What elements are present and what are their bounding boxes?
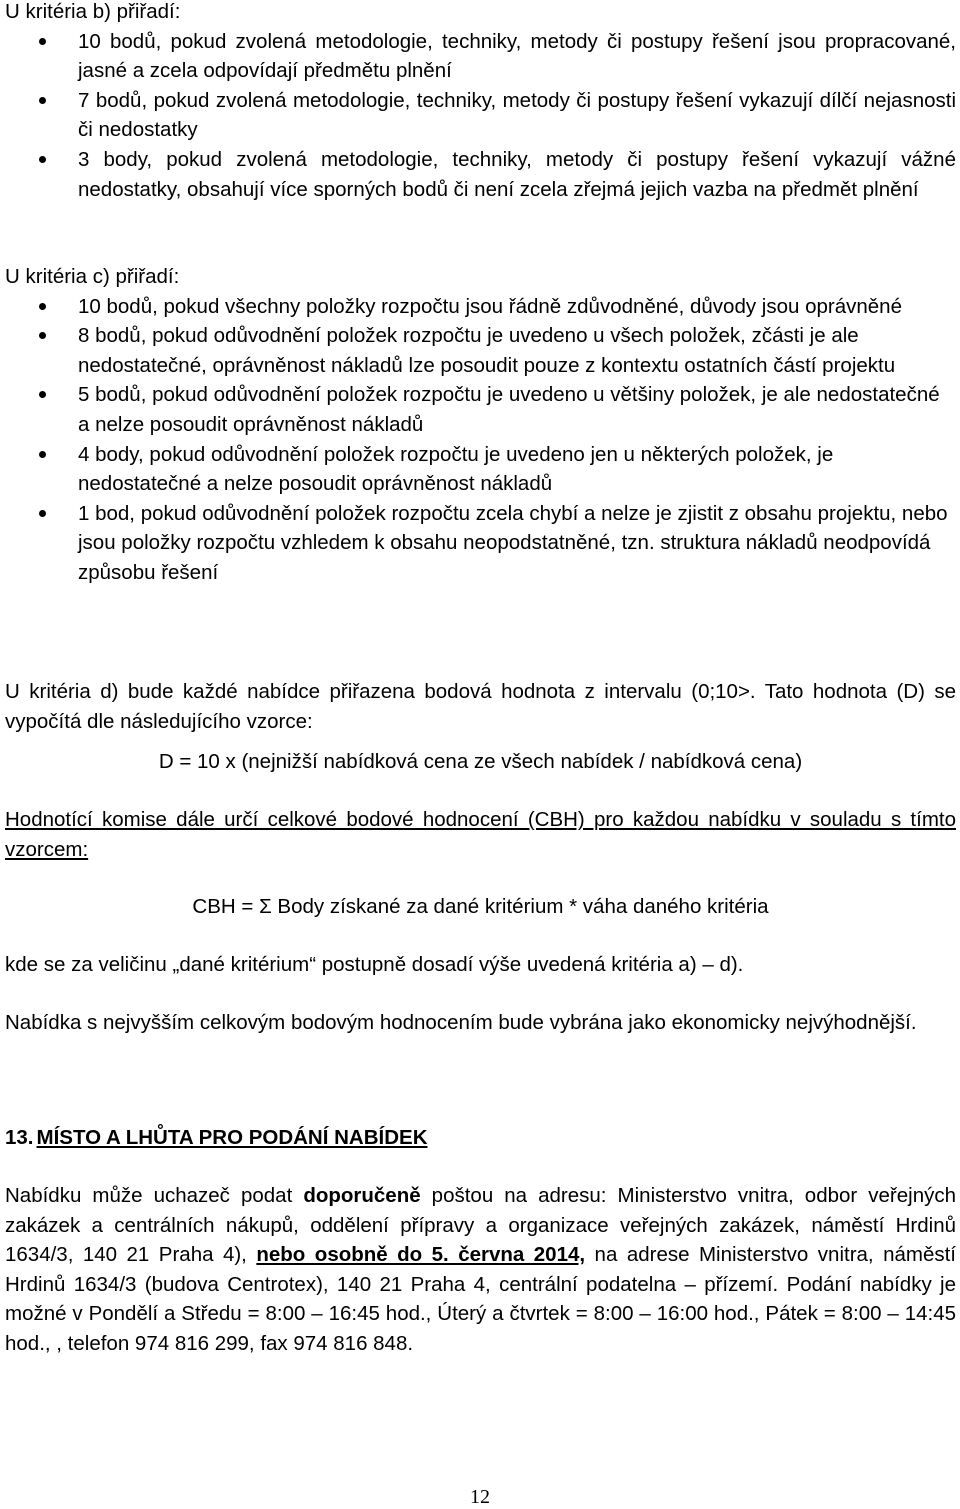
list-item: 1 bod, pokud odůvodnění položek rozpočtu zcela chybí a nelze je zjistit z obsahu projektu, nebo jsou položky rozpočtu vzhledem k obsahu neopodstatněné, tzn. struktura nákladů neodpovídá způsobu řešení xyxy=(5,499,956,588)
section-number: 13. xyxy=(5,1126,34,1149)
criteria-c-list xyxy=(5,292,956,588)
cbh-selection: Nabídka s nejvyšším celkovým bodovým hodnocením bude vybrána jako ekonomicky nejvýhodnější. xyxy=(5,1011,917,1034)
criteria-b-section xyxy=(5,0,956,204)
criteria-d-section xyxy=(5,677,956,736)
criteria-b-heading: U kritéria b) přiřadí: xyxy=(5,0,181,23)
section-13-text-1: Nabídku může uchazeč podat xyxy=(5,1184,304,1207)
criteria-d-formula-block xyxy=(5,747,956,777)
list-item: 4 body, pokud odůvodnění položek rozpočtu je uvedeno jen u některých položek, je nedostatečné a nelze posoudit oprávněnost nákladů xyxy=(5,440,956,499)
criteria-d-text: U kritéria d) bude každé nabídce přiřazena bodová hodnota z intervalu (0;10>. Tato hodnota (D) se vypočítá dle následujícího vzorce: xyxy=(5,680,956,733)
cbh-formula-block xyxy=(5,892,956,922)
cbh-note: kde se za veličinu „dané kritérium“ postupně dosadí výše uvedená kritéria a) – d). xyxy=(5,953,744,976)
section-title: MÍSTO A LHŮTA PRO PODÁNÍ NABÍDEK xyxy=(36,1126,428,1149)
criteria-b-list xyxy=(5,27,956,205)
list-item: 5 bodů, pokud odůvodnění položek rozpočtu je uvedeno u většiny položek, je ale nedostatečné a nelze posoudit oprávněnost nákladů xyxy=(5,380,956,439)
criteria-c-heading: U kritéria c) přiřadí: xyxy=(5,265,180,288)
criteria-d-formula: D = 10 x (nejnižší nabídková cena ze všech nabídek / nabídková cena) xyxy=(158,750,803,773)
cbh-selection-block xyxy=(5,1008,956,1038)
section-13-text-3: na adrese Ministerstvo vnitra, náměstí Hrdinů 1634/3 (budova Centrotex), 140 21 Praha 4, centrální podatelna – přízemí. Podání nabídky je možné v Pondělí a Středu = 8:00 – 16:45 hod., Úterý a čtvrtek = 8:00 – 16:00 hod., Pátek = 8:00 – 14:45 hod., , telefon 974 816 299, fax 974 816 848. xyxy=(5,1243,956,1355)
list-item: 7 bodů, pokud zvolená metodologie, techniky, metody či postupy řešení vykazují dílčí nejasnosti či nedostatky xyxy=(5,86,956,145)
cbh-note-block xyxy=(5,950,956,980)
section-13-bold-doporucene: doporučeně xyxy=(303,1184,421,1207)
section-13-heading xyxy=(5,1123,956,1153)
criteria-c-section xyxy=(5,262,956,588)
section-13-text-2: poštou na adresu: Ministerstvo vnitra, odbor veřejných zakázek a centrálních nákupů, oddělení přípravy a organizace veřejných zakázek, náměstí Hrdinů 1634/3, 140 21 Praha 4), xyxy=(5,1184,957,1267)
section-13-deadline: nebo osobně do 5. června 2014, xyxy=(256,1243,586,1267)
list-item: 10 bodů, pokud všechny položky rozpočtu jsou řádně zdůvodněné, důvody jsou oprávněné xyxy=(5,292,956,322)
cbh-intro: Hodnotící komise dále určí celkové bodové hodnocení (CBH) pro každou nabídku v souladu s tímto vzorcem: xyxy=(5,808,956,861)
cbh-intro-block xyxy=(5,805,956,864)
cbh-formula: CBH = Σ Body získané za dané kritérium * váha daného kritéria xyxy=(192,895,769,918)
list-item: 8 bodů, pokud odůvodnění položek rozpočtu je uvedeno u všech položek, zčásti je ale nedostatečné, oprávněnost nákladů lze posoudit pouze z kontextu ostatních částí projektu xyxy=(5,321,956,380)
page-number: 12 xyxy=(470,1486,490,1508)
list-item: 10 bodů, pokud zvolená metodologie, techniky, metody či postupy řešení jsou propracované, jasné a zcela odpovídají předmětu plnění xyxy=(5,27,956,86)
list-item: 3 body, pokud zvolená metodologie, techniky, metody či postupy řešení vykazují vážné nedostatky, obsahují více sporných bodů či není zcela zřejmá jejich vazba na předmět plnění xyxy=(5,145,956,204)
section-13-paragraph xyxy=(5,1181,956,1359)
